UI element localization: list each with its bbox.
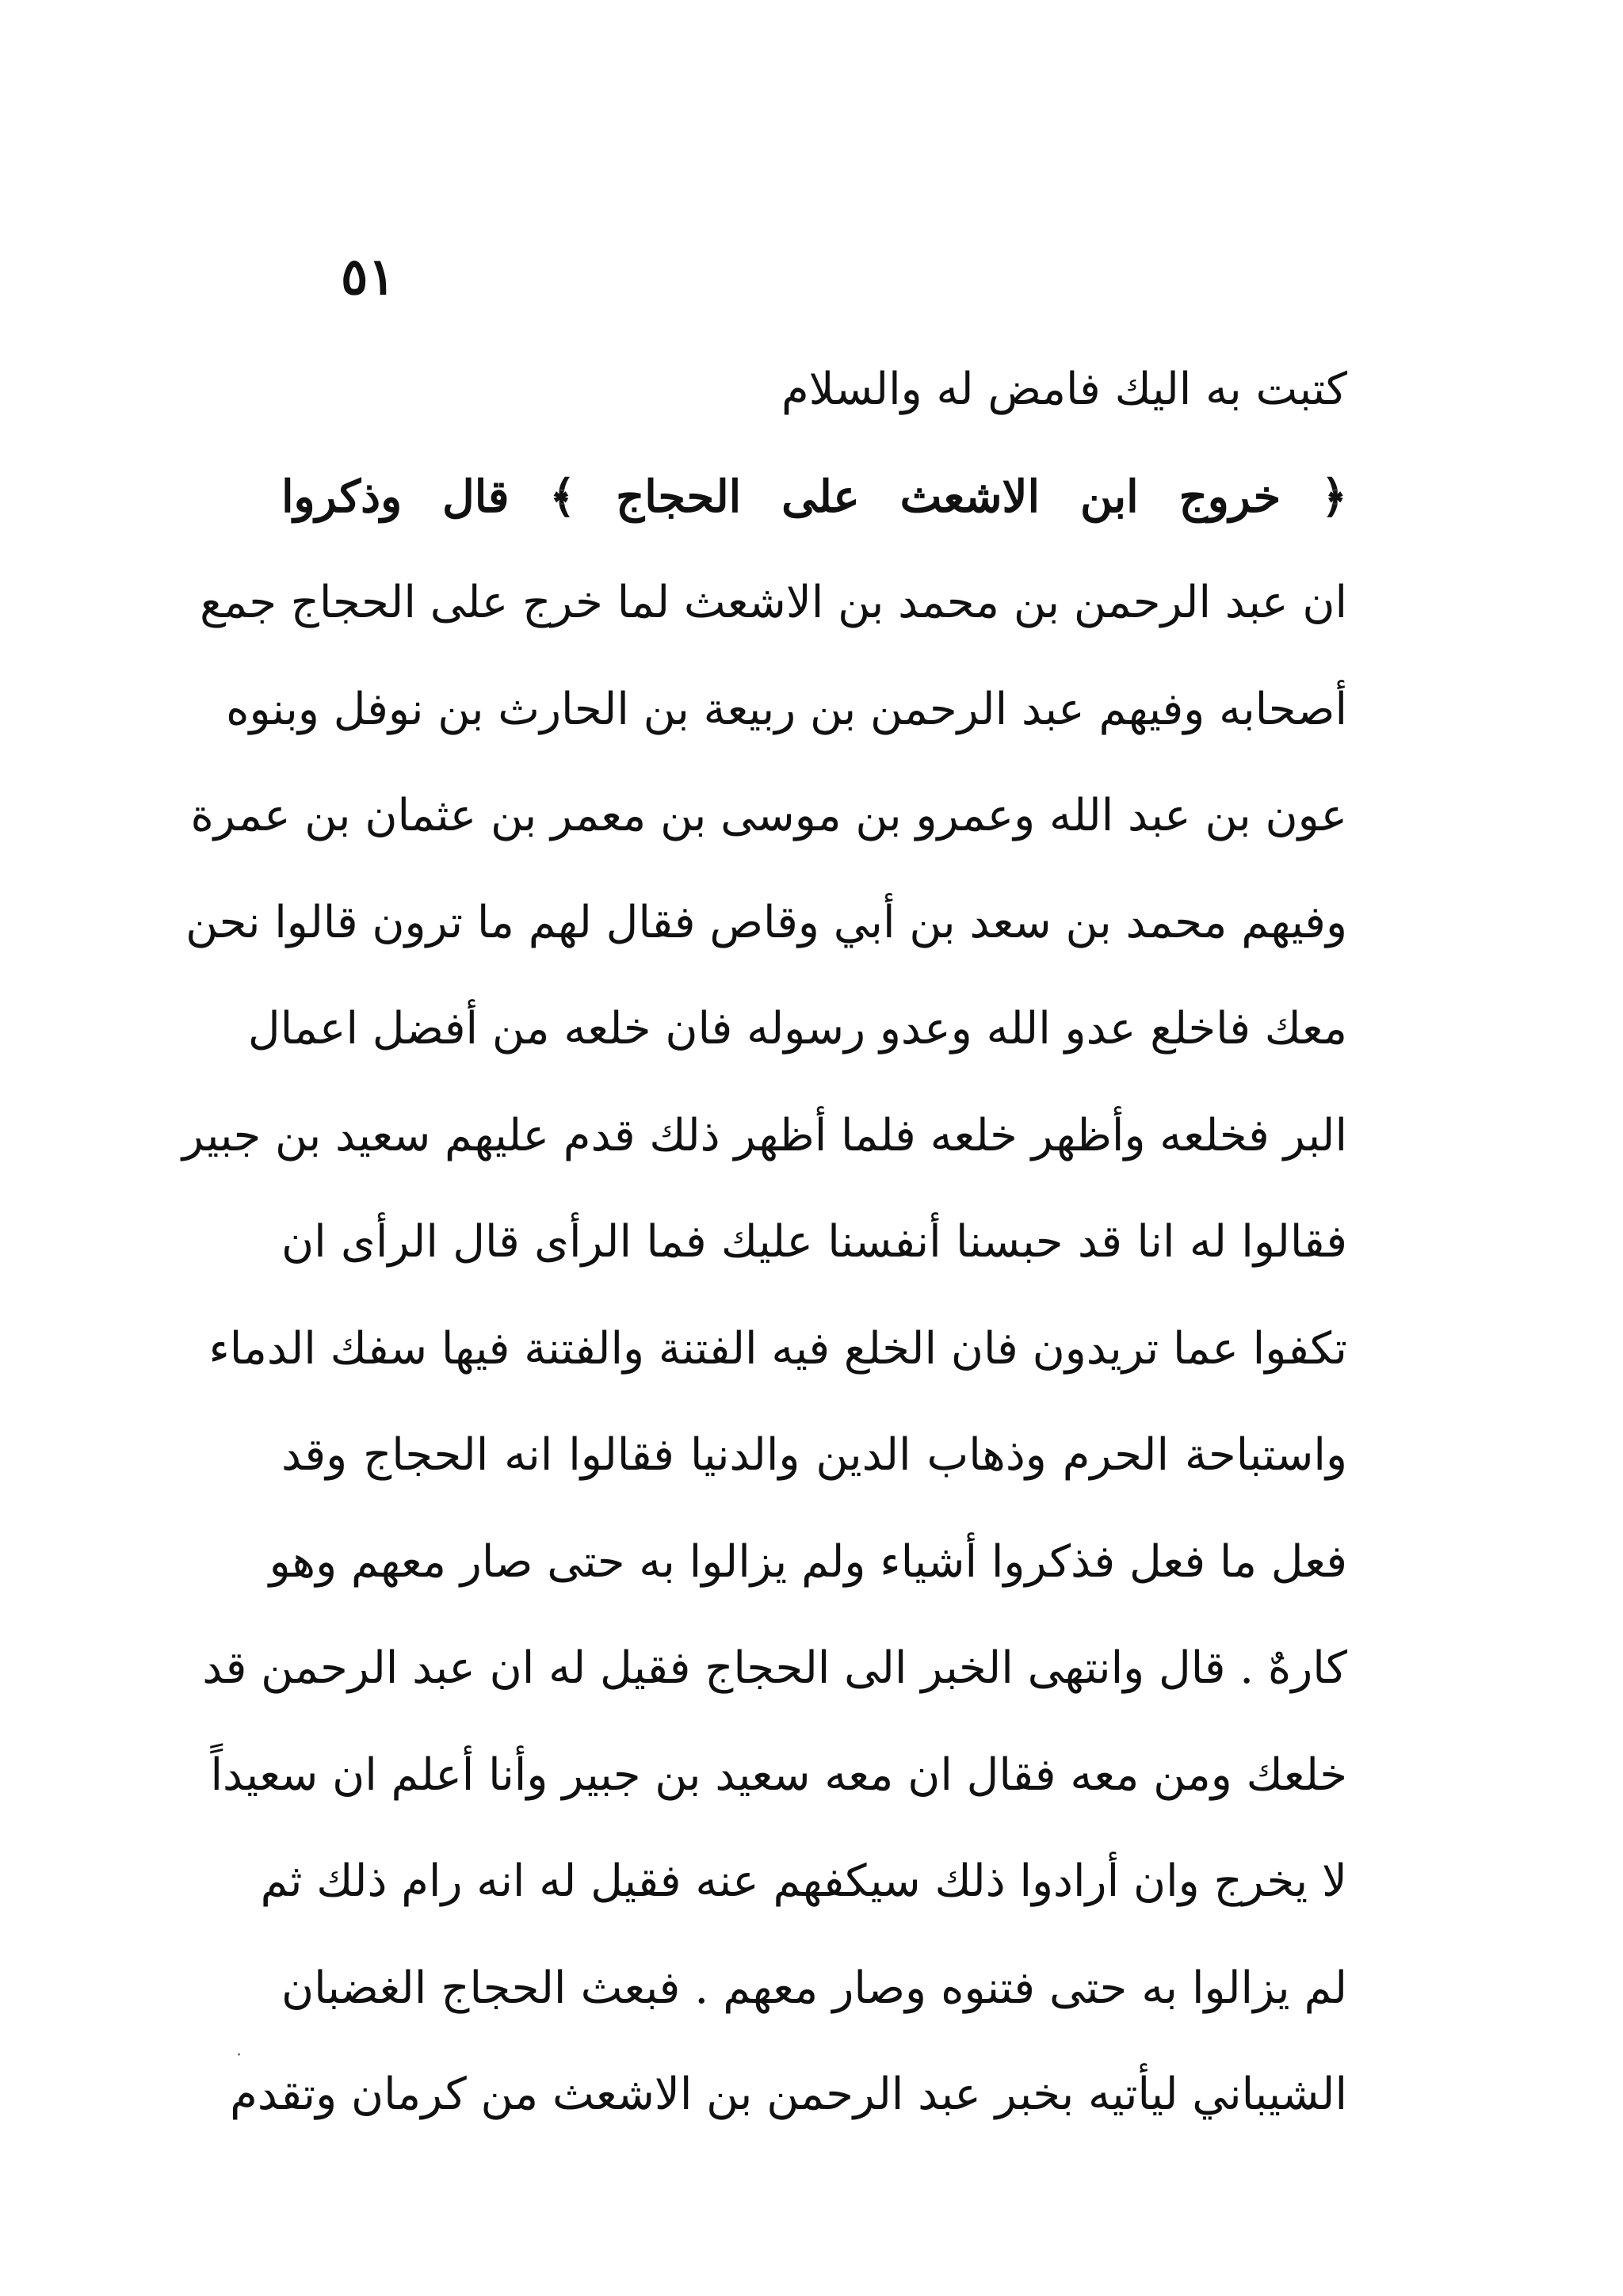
- text-line: وفيهم محمد بن سعد بن أبي وقاص فقال لهم ما ترون قالوا نحن: [185, 896, 1347, 948]
- text-line: الشيباني ليأتيه بخبر عبد الرحمن بن الاشعث من كرمان وتقدم: [230, 2069, 1347, 2120]
- text-line: كتبت به اليك فامض له والسلام: [781, 364, 1347, 415]
- text-line: معك فاخلع عدو الله وعدو رسوله فان خلعه من أفضل اعمال: [247, 1003, 1347, 1055]
- text-line: تكفوا عما تريدون فان الخلع فيه الفتنة والفتنة فيها سفك الدماء: [208, 1322, 1347, 1375]
- scan-speck: ·: [236, 2046, 242, 2065]
- text-line: خلعك ومن معه فقال ان معه سعيد بن جبير وأنا أعلم ان سعيداً: [210, 1749, 1347, 1801]
- page-number: ٥١: [341, 247, 395, 307]
- text-line: لم يزالوا به حتى فتنوه وصار معهم . فبعث الحجاج الغضبان: [281, 1962, 1348, 2014]
- text-line: كارهٌ . قال وانتهى الخبر الى الحجاج فقيل له ان عبد الرحمن قد: [202, 1642, 1347, 1694]
- text-line: البر فخلعه وأظهر خلعه فلما أظهر ذلك قدم عليهم سعيد بن جبير: [181, 1109, 1347, 1161]
- text-line: فعل ما فعل فذكروا أشياء ولم يزالوا به حتى صار معهم وهو: [269, 1535, 1347, 1588]
- text-line: واستباحة الحرم وذهاب الدين والدنيا فقالوا انه الحجاج وقد: [281, 1429, 1347, 1481]
- section-heading-line: ﴿ خروج ابن الاشعث على الحجاج ﴾ قال وذكروا: [281, 470, 1347, 523]
- text-line: فقالوا له انا قد حبسنا أنفسنا عليك فما الرأى قال الرأى ان: [281, 1216, 1347, 1268]
- text-line: عون بن عبد الله وعمرو بن موسى بن معمر بن عثمان بن عمرة: [190, 790, 1347, 841]
- text-line: أصحابه وفيهم عبد الرحمن بن ربيعة بن الحارث بن نوفل وبنوه: [226, 683, 1347, 735]
- text-line: ان عبد الرحمن بن محمد بن الاشعث لما خرج على الحجاج جمع: [200, 577, 1347, 628]
- body-text: [181, 337, 1348, 2149]
- text-line: لا يخرج وان أرادوا ذلك سيكفهم عنه فقيل له انه رام ذلك ثم: [260, 1855, 1347, 1907]
